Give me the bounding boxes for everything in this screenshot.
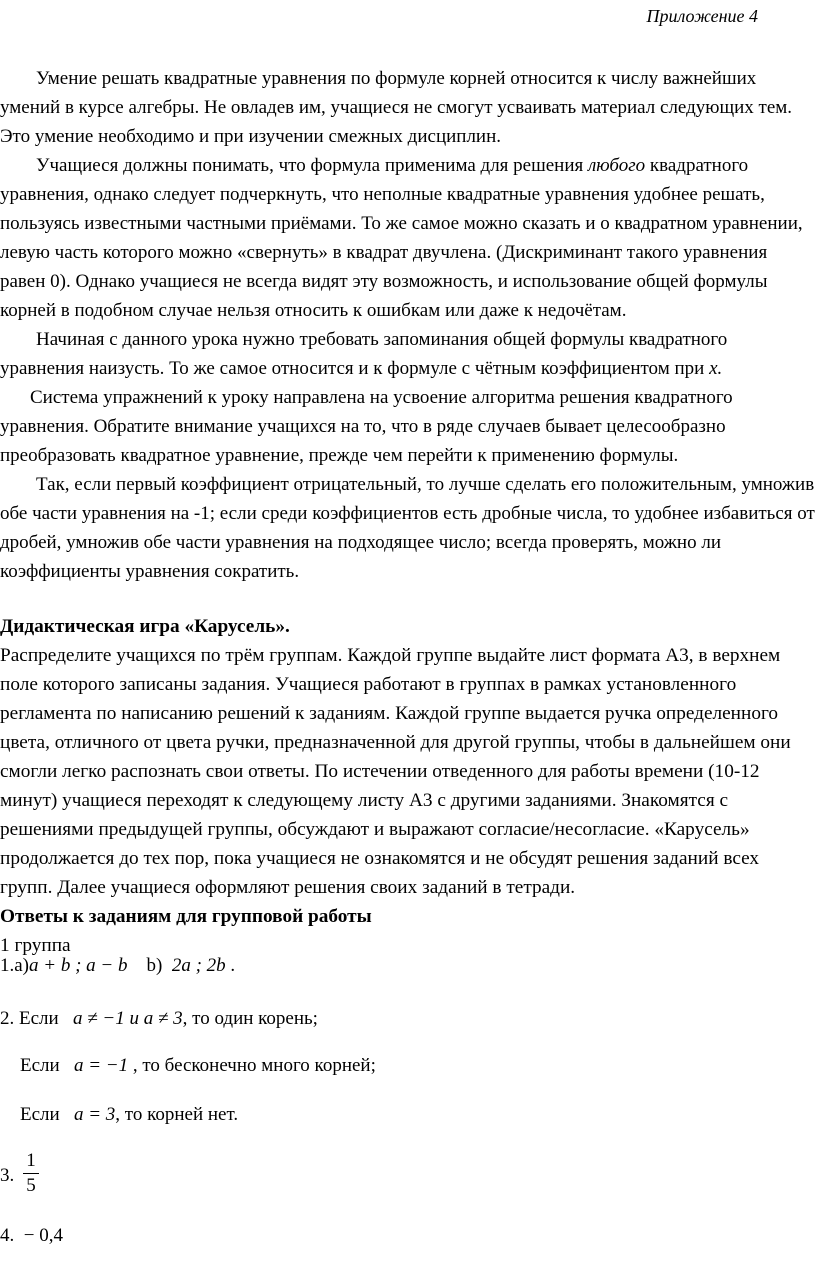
game-text: Распределите учащихся по трём группам. Каждой группе выдайте лист формата А3, в верхнем поле которого записаны задания. Учащиеся работают в группах в рамках установленного регламента по написанию решений к заданиям. Каждой группе выдается ручка определенного цвета, отличного от цвета ручки, предназначенной для другой группы, чтобы в дальнейшем они смогли легко распознать свои ответы. По истечении отведенного для работы времени (10-12 минут) учащиеся переходят к следующему листу А3 с другими заданиями. Знакомятся с решениями предыдущей группы, обсуждают и выражают согласие/несогласие. «Карусель» продолжается до тех пор, пока учащиеся не ознакомятся и не обсудят решения заданий всех групп. Далее учащиеся оформляют решения своих заданий в тетради.	[0, 645, 791, 898]
paragraph-1: Умение решать квадратные уравнения по формуле корней относится к числу важнейших умений в курсе алгебры. Не овладев им, учащиеся не смогут усваивать материал следующих тем. Это умение необходимо и при изучении смежных дисциплин.	[0, 68, 793, 147]
answer-3-prefix: Если	[20, 1055, 60, 1076]
paragraph-3-start: Начиная с данного урока нужно требовать запоминания общей формулы квадратного уравнения наизусть. То же самое относится и к формуле с чётным коэффициентом при	[0, 329, 728, 379]
answer-4-expr: a = 3	[73, 1104, 116, 1125]
answer-6	[0, 1225, 63, 1247]
answer-1-number: 1.а)	[0, 955, 30, 976]
answer-2	[0, 1008, 318, 1030]
paragraph-2	[0, 151, 816, 325]
answer-1-end: .	[230, 955, 236, 976]
answer-3-expr: a = −1	[73, 1055, 129, 1076]
paragraph-2-start: Учащиеся должны понимать, что формула применима для решения	[36, 155, 588, 176]
answer-2-text: , то один корень;	[182, 1008, 318, 1029]
answer-1-expr: a + b ; a − b	[29, 955, 128, 976]
answer-5-prefix: 3.	[0, 1165, 15, 1186]
answer-1-b-label: b)	[146, 955, 163, 976]
answer-1	[0, 955, 235, 977]
paragraph-3	[0, 325, 816, 383]
answer-4-text: , то корней нет.	[115, 1104, 239, 1125]
game-section	[0, 612, 816, 960]
answer-5	[0, 1165, 14, 1187]
answer-2-prefix: 2. Если	[0, 1008, 59, 1029]
answer-2-expr: a ≠ −1 и a ≠ 3	[72, 1008, 183, 1029]
answer-6-expr: − 0,4	[23, 1225, 63, 1246]
answer-5-fraction	[22, 1150, 40, 1197]
paragraph-2-emphasis: любого	[587, 155, 646, 176]
fraction-denominator: 5	[26, 1175, 36, 1196]
answer-4-prefix: Если	[20, 1104, 60, 1125]
paragraph-5: Так, если первый коэффициент отрицательный, то лучше сделать его положительным, умножив обе части уравнения на -1; если среди коэффициентов есть дробные числа, то удобнее избавиться от дробей, умножив обе части уравнения на подходящее число; всегда проверять, можно ли коэффициенты уравнения сократить.	[0, 474, 815, 582]
answer-4	[20, 1104, 238, 1126]
answers-group: 1 группа	[0, 935, 71, 956]
paragraph-3-variable: x.	[709, 358, 723, 379]
game-title: Дидактическая игра «Карусель».	[0, 616, 290, 637]
appendix-label: Приложение 4	[646, 6, 758, 26]
answer-1-expr2: 2a ; 2b	[171, 955, 226, 976]
answer-3	[20, 1055, 376, 1077]
paragraph-4: Система упражнений к уроку направлена на усвоение алгоритма решения квадратного уравнения. Обратите внимание учащихся на то, что в ряде случаев бывает целесообразно преобразовать квадратное уравнение, прежде чем перейти к применению формулы.	[0, 387, 733, 466]
answer-3-text: , то бесконечно много корней;	[128, 1055, 376, 1076]
fraction-bar	[23, 1173, 39, 1174]
fraction-numerator: 1	[26, 1150, 36, 1171]
paragraph-2-end: квадратного уравнения, однако следует подчеркнуть, что неполные квадратные уравнения удобнее решать, пользуясь известными частными приёмами. То же самое можно сказать и о квадратном уравнении, левую часть которого можно «свернуть» в квадрат двучлена. (Дискриминант такого уравнения равен 0). Однако учащиеся не всегда видят эту возможность, и использование общей формулы корней в подобном случае нельзя относить к ошибкам или даже к недочётам.	[0, 155, 803, 321]
answers-title: Ответы к заданиям для групповой работы	[0, 906, 372, 927]
answer-6-prefix: 4.	[0, 1225, 15, 1246]
intro-text	[0, 64, 816, 960]
